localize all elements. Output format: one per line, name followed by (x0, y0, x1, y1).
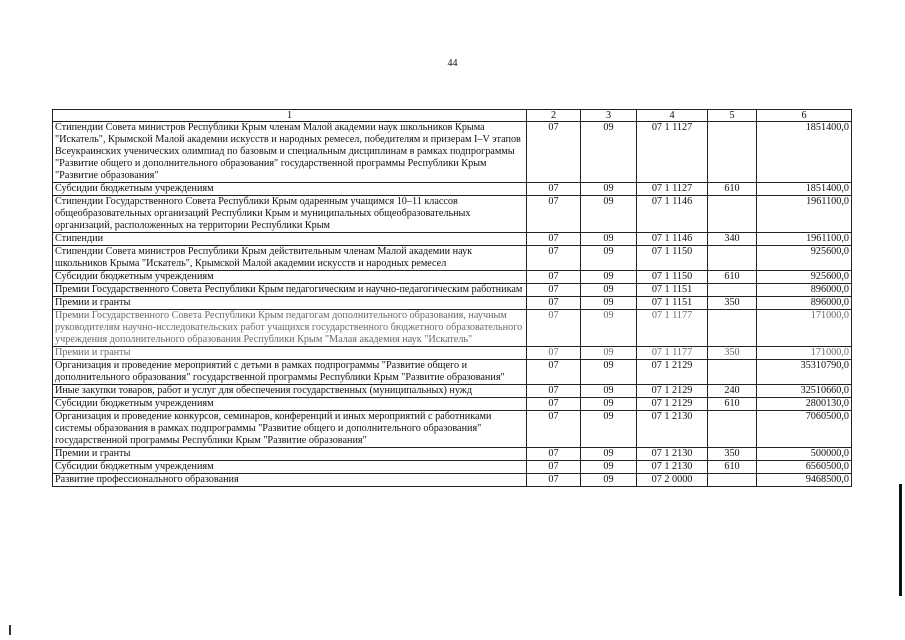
row-section-cell: 07 (527, 284, 581, 297)
row-expense-type-cell (708, 360, 757, 385)
row-section-cell: 07 (527, 196, 581, 233)
row-amount-cell: 7060500,0 (757, 411, 852, 448)
row-amount-cell: 896000,0 (757, 297, 852, 310)
row-target-article-cell: 07 1 1146 (637, 196, 708, 233)
table-row (53, 271, 852, 284)
table-row (53, 246, 852, 271)
row-expense-type-cell (708, 246, 757, 271)
row-target-article-cell: 07 1 2130 (637, 411, 708, 448)
row-target-article-cell: 07 1 1151 (637, 297, 708, 310)
row-target-article-cell: 07 1 1150 (637, 271, 708, 284)
row-amount-cell: 171000,0 (757, 310, 852, 347)
table-row (53, 196, 852, 233)
row-subsection-cell: 09 (581, 461, 637, 474)
row-name-cell: Премии и гранты (53, 347, 527, 360)
row-amount-cell: 925600,0 (757, 271, 852, 284)
row-name-cell: Организация и проведение мероприятий с детьми в рамках подпрограммы "Развитие общего и дополнительного образования" государственной программы Республики Крым "Развитие образования" (53, 360, 527, 385)
row-amount-cell: 1851400,0 (757, 183, 852, 196)
row-name-cell: Развитие профессионального образования (53, 474, 527, 487)
row-subsection-cell: 09 (581, 233, 637, 246)
scan-corner-tick (9, 625, 11, 635)
table-body (53, 122, 852, 487)
row-name-cell: Премии Государственного Совета Республики Крым педагогическим и научно-педагогическим работникам (53, 284, 527, 297)
row-section-cell: 07 (527, 122, 581, 183)
table-row (53, 411, 852, 448)
row-section-cell: 07 (527, 448, 581, 461)
page-number: 44 (447, 58, 458, 69)
row-subsection-cell: 09 (581, 284, 637, 297)
row-name-cell: Субсидии бюджетным учреждениям (53, 398, 527, 411)
row-expense-type-cell: 240 (708, 385, 757, 398)
row-expense-type-cell: 610 (708, 398, 757, 411)
row-section-cell: 07 (527, 474, 581, 487)
scan-margin-mark (899, 484, 902, 596)
row-target-article-cell: 07 1 1127 (637, 122, 708, 183)
row-subsection-cell: 09 (581, 310, 637, 347)
row-name-cell: Стипендии Совета министров Республики Крым действительным членам Малой академии наук школьников Крыма "Искатель", Крымской Малой академии искусств и народных ремесел (53, 246, 527, 271)
row-expense-type-cell (708, 196, 757, 233)
header-col-2: 2 (527, 110, 581, 122)
row-amount-cell: 9468500,0 (757, 474, 852, 487)
table-row (53, 284, 852, 297)
row-expense-type-cell (708, 284, 757, 297)
row-amount-cell: 2800130,0 (757, 398, 852, 411)
row-expense-type-cell: 610 (708, 183, 757, 196)
row-expense-type-cell: 350 (708, 448, 757, 461)
row-expense-type-cell: 350 (708, 297, 757, 310)
row-section-cell: 07 (527, 411, 581, 448)
row-amount-cell: 500000,0 (757, 448, 852, 461)
row-name-cell: Организация и проведение конкурсов, семинаров, конференций и иных мероприятий с работниками системы образования в рамках подпрограммы "Развитие общего и дополнительного образования" государственной программы Республики Крым "Развитие образования" (53, 411, 527, 448)
row-section-cell: 07 (527, 271, 581, 284)
table-row (53, 183, 852, 196)
table-row (53, 448, 852, 461)
row-target-article-cell: 07 1 2130 (637, 448, 708, 461)
table-header (53, 110, 852, 122)
row-target-article-cell: 07 1 1146 (637, 233, 708, 246)
row-target-article-cell: 07 1 1151 (637, 284, 708, 297)
row-amount-cell: 32510660,0 (757, 385, 852, 398)
row-subsection-cell: 09 (581, 411, 637, 448)
row-name-cell: Иные закупки товаров, работ и услуг для обеспечения государственных (муниципальных) нужд (53, 385, 527, 398)
row-section-cell: 07 (527, 385, 581, 398)
row-target-article-cell: 07 1 2129 (637, 360, 708, 385)
row-name-cell: Стипендии Государственного Совета Республики Крым одаренным учащимся 10–11 классов общеобразовательных организаций Республики Крым и муниципальных общеобразовательных организаций, расположенных на территории Республики Крым (53, 196, 527, 233)
row-subsection-cell: 09 (581, 183, 637, 196)
header-col-1: 1 (53, 110, 527, 122)
row-expense-type-cell: 610 (708, 271, 757, 284)
header-col-4: 4 (637, 110, 708, 122)
table-row (53, 297, 852, 310)
row-section-cell: 07 (527, 233, 581, 246)
table-row (53, 385, 852, 398)
table-row (53, 398, 852, 411)
row-target-article-cell: 07 1 1150 (637, 246, 708, 271)
row-amount-cell: 6560500,0 (757, 461, 852, 474)
row-section-cell: 07 (527, 183, 581, 196)
row-name-cell: Премии Государственного Совета Республики Крым педагогам дополнительного образования, научным руководителям научно-исследовательских работ учащихся государственного бюджетного образовательного учреждения дополнительного образования Республики Крым "Малая академия наук "Искатель" (53, 310, 527, 347)
table-row (53, 461, 852, 474)
row-section-cell: 07 (527, 360, 581, 385)
row-amount-cell: 896000,0 (757, 284, 852, 297)
row-expense-type-cell (708, 310, 757, 347)
row-target-article-cell: 07 1 2130 (637, 461, 708, 474)
table-row (53, 347, 852, 360)
row-subsection-cell: 09 (581, 297, 637, 310)
row-section-cell: 07 (527, 297, 581, 310)
row-name-cell: Стипендии Совета министров Республики Крым членам Малой академии наук школьников Крыма "Искатель", Крымской Малой академии искусств и народных ремесел, победителям и призерам I–V этапов Всеукраинских ученических олимпиад по базовым и специальным дисциплинам в рамках подпрограммы "Развитие общего и дополнительного образования" государственной программы Республики Крым "Развитие образования" (53, 122, 527, 183)
row-subsection-cell: 09 (581, 398, 637, 411)
header-col-5: 5 (708, 110, 757, 122)
row-expense-type-cell (708, 411, 757, 448)
header-row (53, 110, 852, 122)
row-section-cell: 07 (527, 347, 581, 360)
header-col-6: 6 (757, 110, 852, 122)
row-expense-type-cell: 340 (708, 233, 757, 246)
row-target-article-cell: 07 1 2129 (637, 398, 708, 411)
budget-table (52, 109, 852, 487)
row-amount-cell: 1961100,0 (757, 233, 852, 246)
row-section-cell: 07 (527, 310, 581, 347)
row-subsection-cell: 09 (581, 196, 637, 233)
row-subsection-cell: 09 (581, 271, 637, 284)
row-name-cell: Субсидии бюджетным учреждениям (53, 461, 527, 474)
row-subsection-cell: 09 (581, 448, 637, 461)
row-section-cell: 07 (527, 398, 581, 411)
row-amount-cell: 35310790,0 (757, 360, 852, 385)
row-name-cell: Субсидии бюджетным учреждениям (53, 271, 527, 284)
row-amount-cell: 1961100,0 (757, 196, 852, 233)
row-section-cell: 07 (527, 246, 581, 271)
row-subsection-cell: 09 (581, 122, 637, 183)
row-name-cell: Премии и гранты (53, 297, 527, 310)
header-col-3: 3 (581, 110, 637, 122)
row-section-cell: 07 (527, 461, 581, 474)
row-target-article-cell: 07 1 1177 (637, 347, 708, 360)
row-amount-cell: 1851400,0 (757, 122, 852, 183)
row-name-cell: Субсидии бюджетным учреждениям (53, 183, 527, 196)
row-subsection-cell: 09 (581, 246, 637, 271)
row-expense-type-cell: 350 (708, 347, 757, 360)
row-expense-type-cell (708, 474, 757, 487)
table-row (53, 310, 852, 347)
row-subsection-cell: 09 (581, 347, 637, 360)
table-row (53, 233, 852, 246)
row-subsection-cell: 09 (581, 474, 637, 487)
row-target-article-cell: 07 2 0000 (637, 474, 708, 487)
table-row (53, 474, 852, 487)
row-target-article-cell: 07 1 2129 (637, 385, 708, 398)
row-expense-type-cell: 610 (708, 461, 757, 474)
row-target-article-cell: 07 1 1127 (637, 183, 708, 196)
row-amount-cell: 925600,0 (757, 246, 852, 271)
row-name-cell: Премии и гранты (53, 448, 527, 461)
row-expense-type-cell (708, 122, 757, 183)
row-target-article-cell: 07 1 1177 (637, 310, 708, 347)
row-name-cell: Стипендии (53, 233, 527, 246)
table-row (53, 122, 852, 183)
row-subsection-cell: 09 (581, 360, 637, 385)
table-row (53, 360, 852, 385)
row-subsection-cell: 09 (581, 385, 637, 398)
row-amount-cell: 171000,0 (757, 347, 852, 360)
